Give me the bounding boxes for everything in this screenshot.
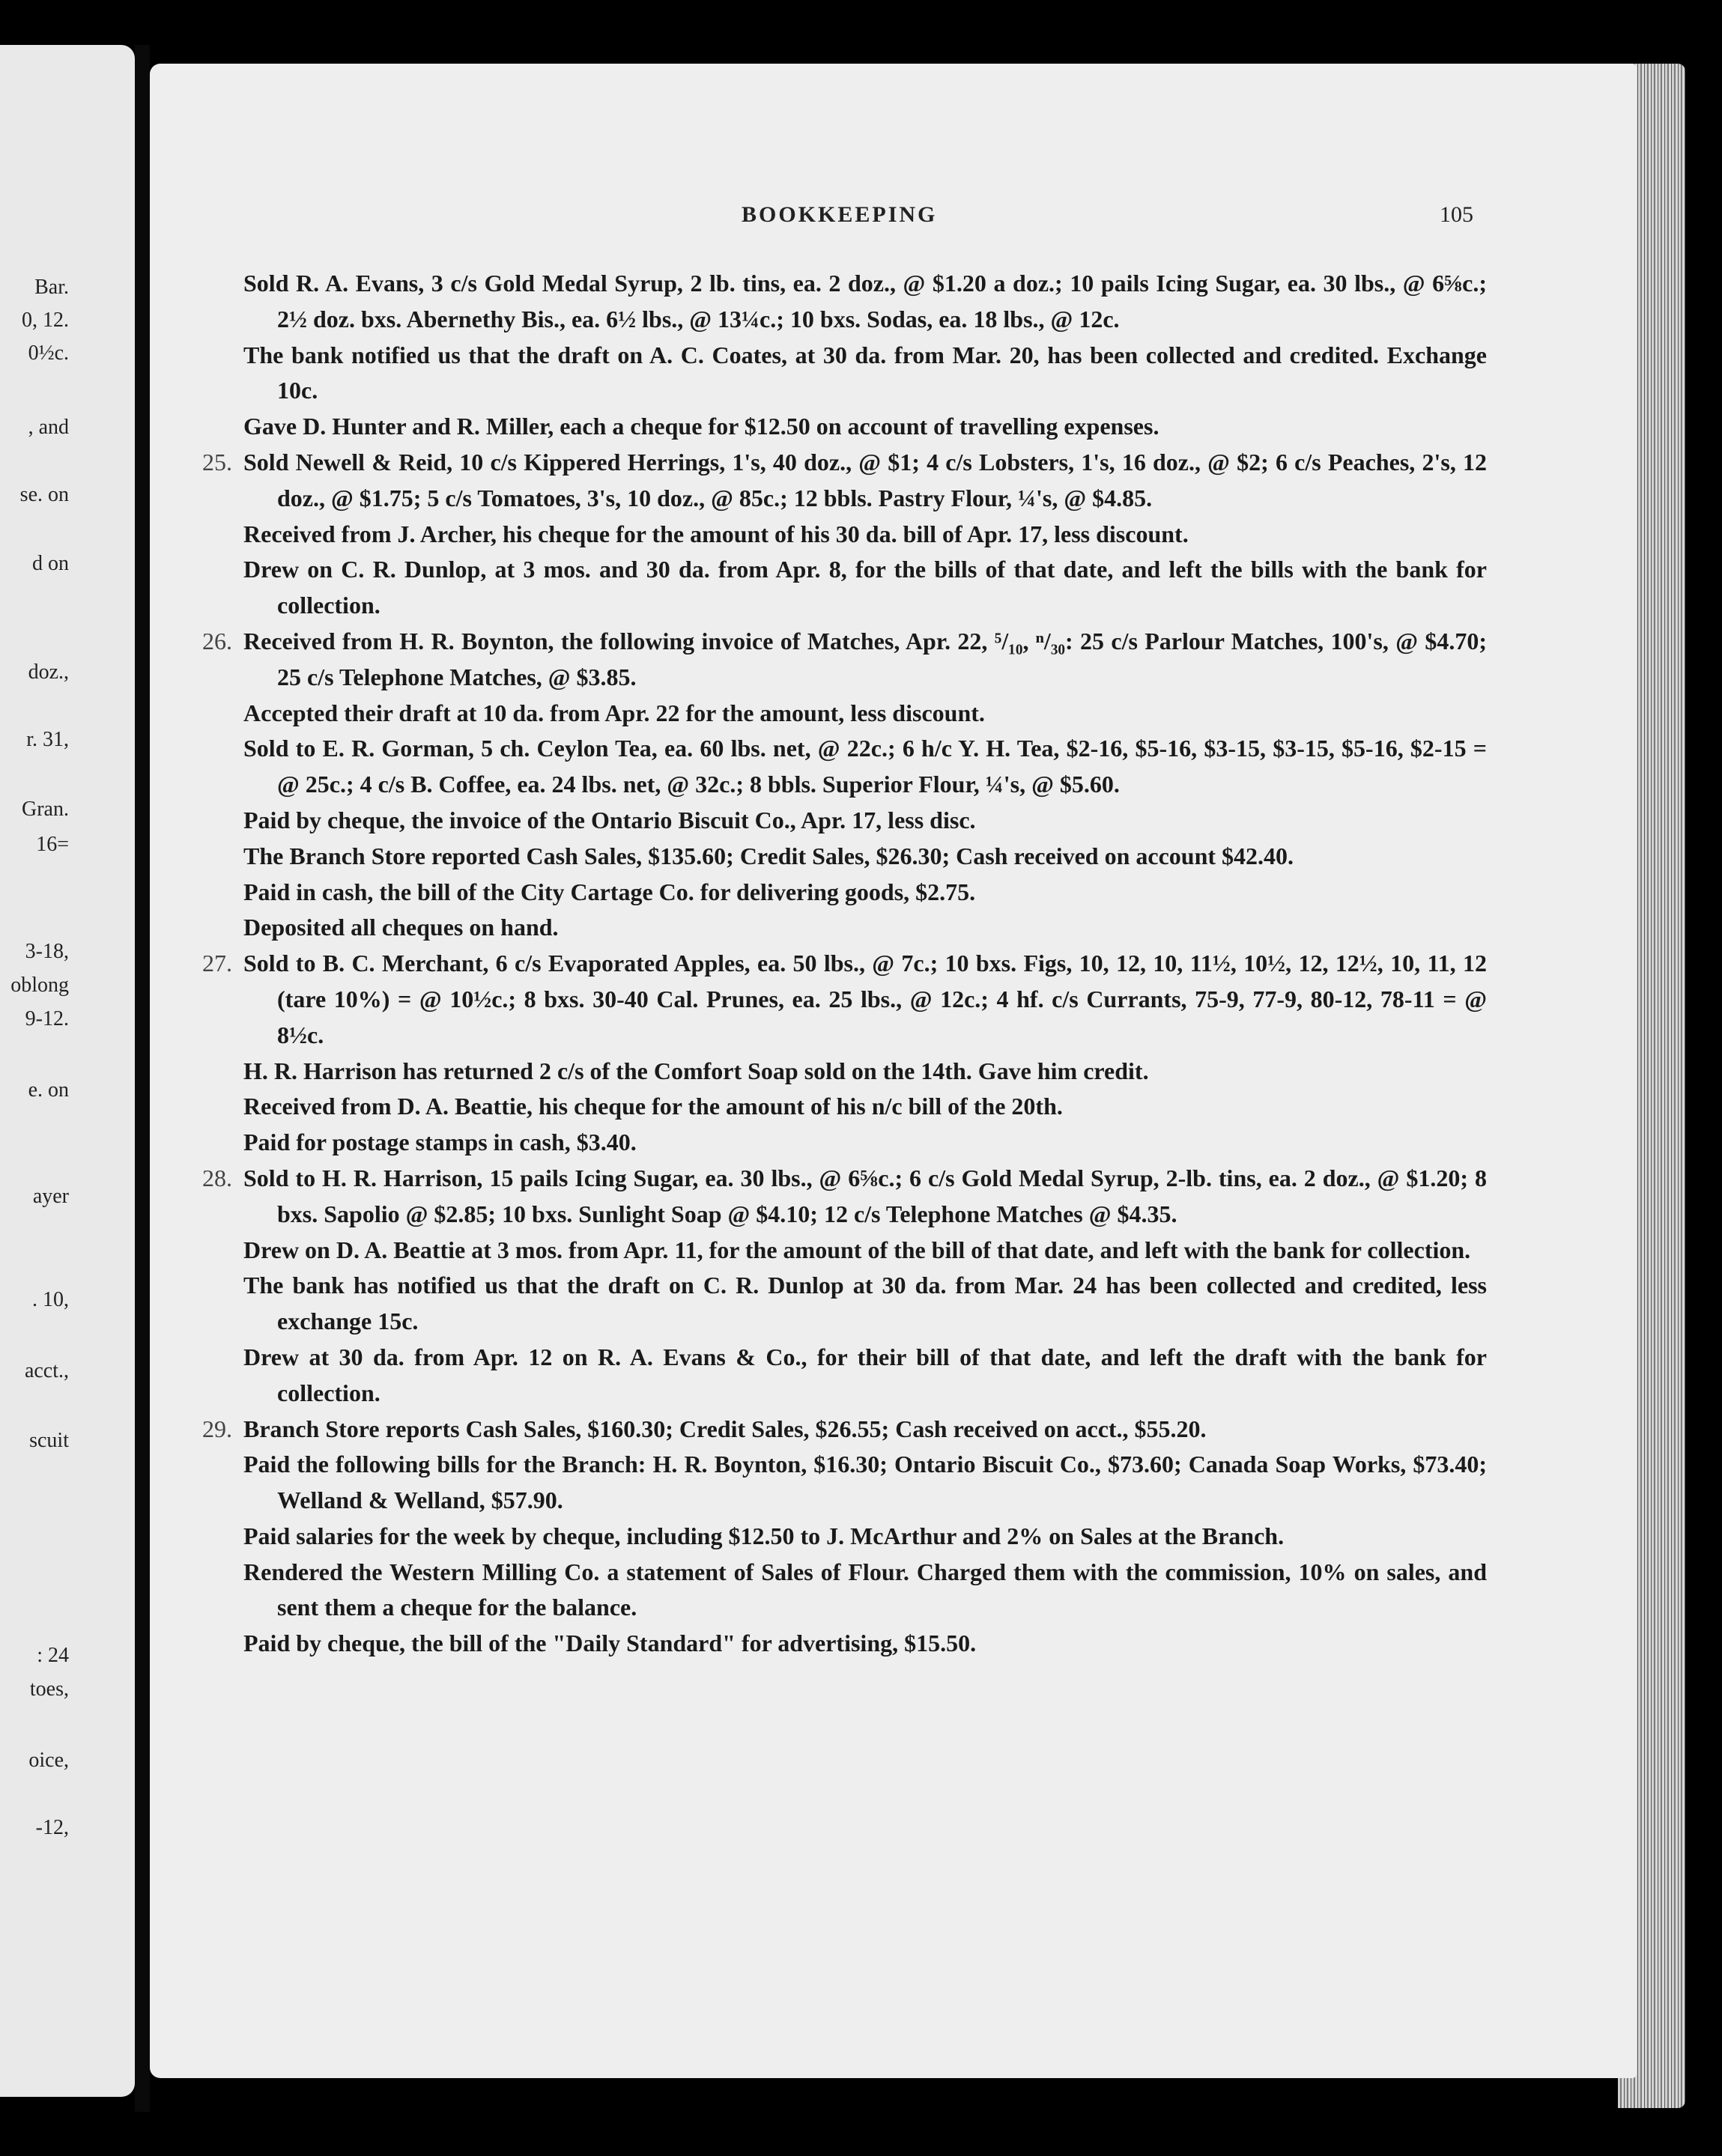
left-page-fragment: 9-12. — [25, 1007, 69, 1030]
entry-text: Paid in cash, the bill of the City Cartage Co. for delivering goods, $2.75. — [243, 878, 976, 905]
ledger-entry — [210, 1089, 1487, 1125]
left-page-fragment: Bar. — [34, 276, 69, 299]
left-page-fragment: oice, — [28, 1749, 69, 1772]
left-page-fragment: 16= — [36, 833, 69, 856]
entry-text: Branch Store reports Cash Sales, $160.30; Credit Sales, $26.55; Cash received on acct., $55.20. — [243, 1415, 1207, 1442]
left-page-fragment: : 24 — [37, 1644, 69, 1667]
left-page-fragment: ayer — [32, 1185, 69, 1208]
left-page — [0, 45, 135, 2097]
book-gutter — [135, 45, 150, 2112]
entry-text: Sold R. A. Evans, 3 c/s Gold Medal Syrup, 2 lb. tins, ea. 2 doz., @ $1.20 a doz.; 10 pails Icing Sugar, ea. 30 lbs., @ 6⅝c.; 2½ doz. bxs. Abernethy Bis., ea. 6½ lbs., @ 13¼c.; 10 bxs. Sodas, ea. 18 lbs., @ 12c. — [243, 270, 1487, 332]
entry-date: 28. — [202, 1164, 232, 1191]
entry-text: Drew on C. R. Dunlop, at 3 mos. and 30 da. from Apr. 8, for the bills of that date, and left the bills with the bank for collection. — [243, 556, 1487, 619]
ledger-entry — [210, 910, 1487, 946]
left-page-fragment: doz., — [28, 661, 69, 684]
ledger-entry — [210, 731, 1487, 803]
entry-text: The bank notified us that the draft on A. C. Coates, at 30 da. from Mar. 20, has been collected and credited. Exchange 10c. — [243, 341, 1487, 404]
entry-date: 27. — [202, 950, 232, 977]
ledger-entry — [202, 946, 1487, 1053]
left-page-fragment: , and — [28, 416, 69, 439]
entry-text: Sold to B. C. Merchant, 6 c/s Evaporated Apples, ea. 50 lbs., @ 7c.; 10 bxs. Figs, 10, 12, 10, 11½, 10½, 12, 12½, 10, 11, 12 (tare 10%) = @ 10½c.; 8 bxs. 30-40 Cal. Prunes, ea. 25 lbs., @ 12c.; 4 hf. c/s Currants, 75-9, 77-9, 80-12, 78-11 = @ 8½c. — [243, 950, 1487, 1048]
entry-text: The Branch Store reported Cash Sales, $135.60; Credit Sales, $26.30; Cash received on account $42.40. — [243, 842, 1294, 869]
ledger-entry — [210, 517, 1487, 553]
ledger-entry — [202, 624, 1487, 696]
left-page-fragment: e. on — [28, 1078, 69, 1102]
entry-text: Paid for postage stamps in cash, $3.40. — [243, 1129, 637, 1156]
entry-text: Sold to H. R. Harrison, 15 pails Icing Sugar, ea. 30 lbs., @ 6⅝c.; 6 c/s Gold Medal Syrup, 2-lb. tins, ea. 2 doz., @ $1.20; 8 bxs. Sapolio @ $2.85; 10 bxs. Sunlight Soap @ $4.10; 12 c/s Telephone Matches @ $4.35. — [243, 1164, 1487, 1227]
ledger-entry — [210, 1233, 1487, 1269]
ledger-entry — [210, 696, 1487, 732]
entry-text: Received from D. A. Beattie, his cheque for the amount of his n/c bill of the 20th. — [243, 1093, 1063, 1120]
entry-text: Paid salaries for the week by cheque, including $12.50 to J. McArthur and 2% on Sales at the Branch. — [243, 1522, 1285, 1549]
entry-text: Sold to E. R. Gorman, 5 ch. Ceylon Tea, ea. 60 lbs. net, @ 22c.; 6 h/c Y. H. Tea, $2-16, $5-16, $3-15, $3-15, $5-16, $2-15 = @ 25c.; 4 c/s B. Coffee, ea. 24 lbs. net, @ 32c.; 8 bbls. Superior Flour, ¼'s, @ $5.60. — [243, 735, 1487, 798]
ledger-entry — [202, 445, 1487, 517]
entry-text: H. R. Harrison has returned 2 c/s of the Comfort Soap sold on the 14th. Gave him credit. — [243, 1057, 1149, 1084]
entry-text: Drew on D. A. Beattie at 3 mos. from Apr. 11, for the amount of the bill of that date, and left with the bank for collection. — [243, 1236, 1471, 1263]
left-page-fragment: -12, — [35, 1816, 69, 1839]
entry-text: Rendered the Western Milling Co. a statement of Sales of Flour. Charged them with the commission, 10% on sales, and sent them a cheque for the balance. — [243, 1558, 1487, 1621]
ledger-entry — [210, 1626, 1487, 1662]
ledger-entry — [210, 803, 1487, 839]
entry-text: Paid by cheque, the bill of the "Daily Standard" for advertising, $15.50. — [243, 1630, 977, 1657]
left-page-fragment: 3-18, — [25, 940, 69, 963]
entry-text: Sold Newell & Reid, 10 c/s Kippered Herrings, 1's, 40 doz., @ $1; 4 c/s Lobsters, 1's, 16 doz., @ $2; 6 c/s Peaches, 2's, 12 doz., @ $1.75; 5 c/s Tomatoes, 3's, 10 doz., @ 85c.; 12 bbls. Pastry Flour, ¼'s, @ $4.85. — [243, 448, 1487, 511]
left-page-fragment: r. 31, — [26, 728, 69, 751]
ledger-entry — [210, 266, 1487, 338]
left-page-fragment: acct., — [24, 1359, 69, 1382]
ledger-entry — [202, 1161, 1487, 1233]
entry-text: Received from H. R. Boynton, the following invoice of Matches, Apr. 22, ⁵/₁₀, ⁿ/₃₀: 25 c/s Parlour Matches, 100's, @ $4.70; 25 c/s Telephone Matches, @ $3.85. — [243, 627, 1487, 690]
ledger-entry — [210, 1555, 1487, 1627]
entry-date: 25. — [202, 448, 232, 476]
running-head: BOOKKEEPING — [742, 202, 938, 227]
ledger-entry — [210, 338, 1487, 410]
ledger-entry — [210, 1447, 1487, 1519]
left-page-fragment: Gran. — [22, 798, 69, 821]
page-number: 105 — [1440, 202, 1473, 227]
left-page-fragment: d on — [32, 552, 69, 575]
entry-text: Gave D. Hunter and R. Miller, each a cheque for $12.50 on account of travelling expenses. — [243, 413, 1159, 440]
left-page-fragment: oblong — [10, 974, 69, 997]
entry-text: Drew at 30 da. from Apr. 12 on R. A. Evans & Co., for their bill of that date, and left the draft with the bank for collection. — [243, 1343, 1487, 1406]
left-page-fragment: scuit — [29, 1429, 69, 1452]
ledger-entry — [210, 875, 1487, 911]
entry-date: 26. — [202, 627, 232, 655]
entry-text: Deposited all cheques on hand. — [243, 914, 559, 941]
ledger-entry — [210, 1519, 1487, 1555]
left-page-fragment: se. on — [19, 483, 69, 506]
left-page-fragment: 0½c. — [28, 341, 69, 365]
ledger-entry — [210, 1268, 1487, 1340]
ledger-entry — [210, 839, 1487, 875]
ledger-entry — [210, 552, 1487, 624]
entry-text: Accepted their draft at 10 da. from Apr. 22 for the amount, less discount. — [243, 699, 985, 726]
left-page-fragment: . 10, — [32, 1288, 69, 1311]
ledger-entry — [210, 409, 1487, 445]
entry-text: Received from J. Archer, his cheque for the amount of his 30 da. bill of Apr. 17, less discount. — [243, 520, 1189, 547]
ledger-entry — [210, 1340, 1487, 1412]
entry-text: The bank has notified us that the draft on C. R. Dunlop at 30 da. from Mar. 24 has been collected and credited, less exchange 15c. — [243, 1272, 1487, 1335]
left-page-fragment: 0, 12. — [22, 309, 69, 332]
entry-text: Paid the following bills for the Branch: H. R. Boynton, $16.30; Ontario Biscuit Co., $73.60; Canada Soap Works, $73.40; Welland & Welland, $57.90. — [243, 1451, 1487, 1514]
entry-text: Paid by cheque, the invoice of the Ontario Biscuit Co., Apr. 17, less disc. — [243, 806, 976, 833]
ledger-entries — [202, 266, 1487, 1662]
entry-date: 29. — [202, 1415, 232, 1442]
ledger-entry — [210, 1054, 1487, 1090]
left-page-fragment: toes, — [29, 1677, 69, 1701]
ledger-entry — [210, 1125, 1487, 1161]
ledger-entry — [202, 1412, 1487, 1448]
